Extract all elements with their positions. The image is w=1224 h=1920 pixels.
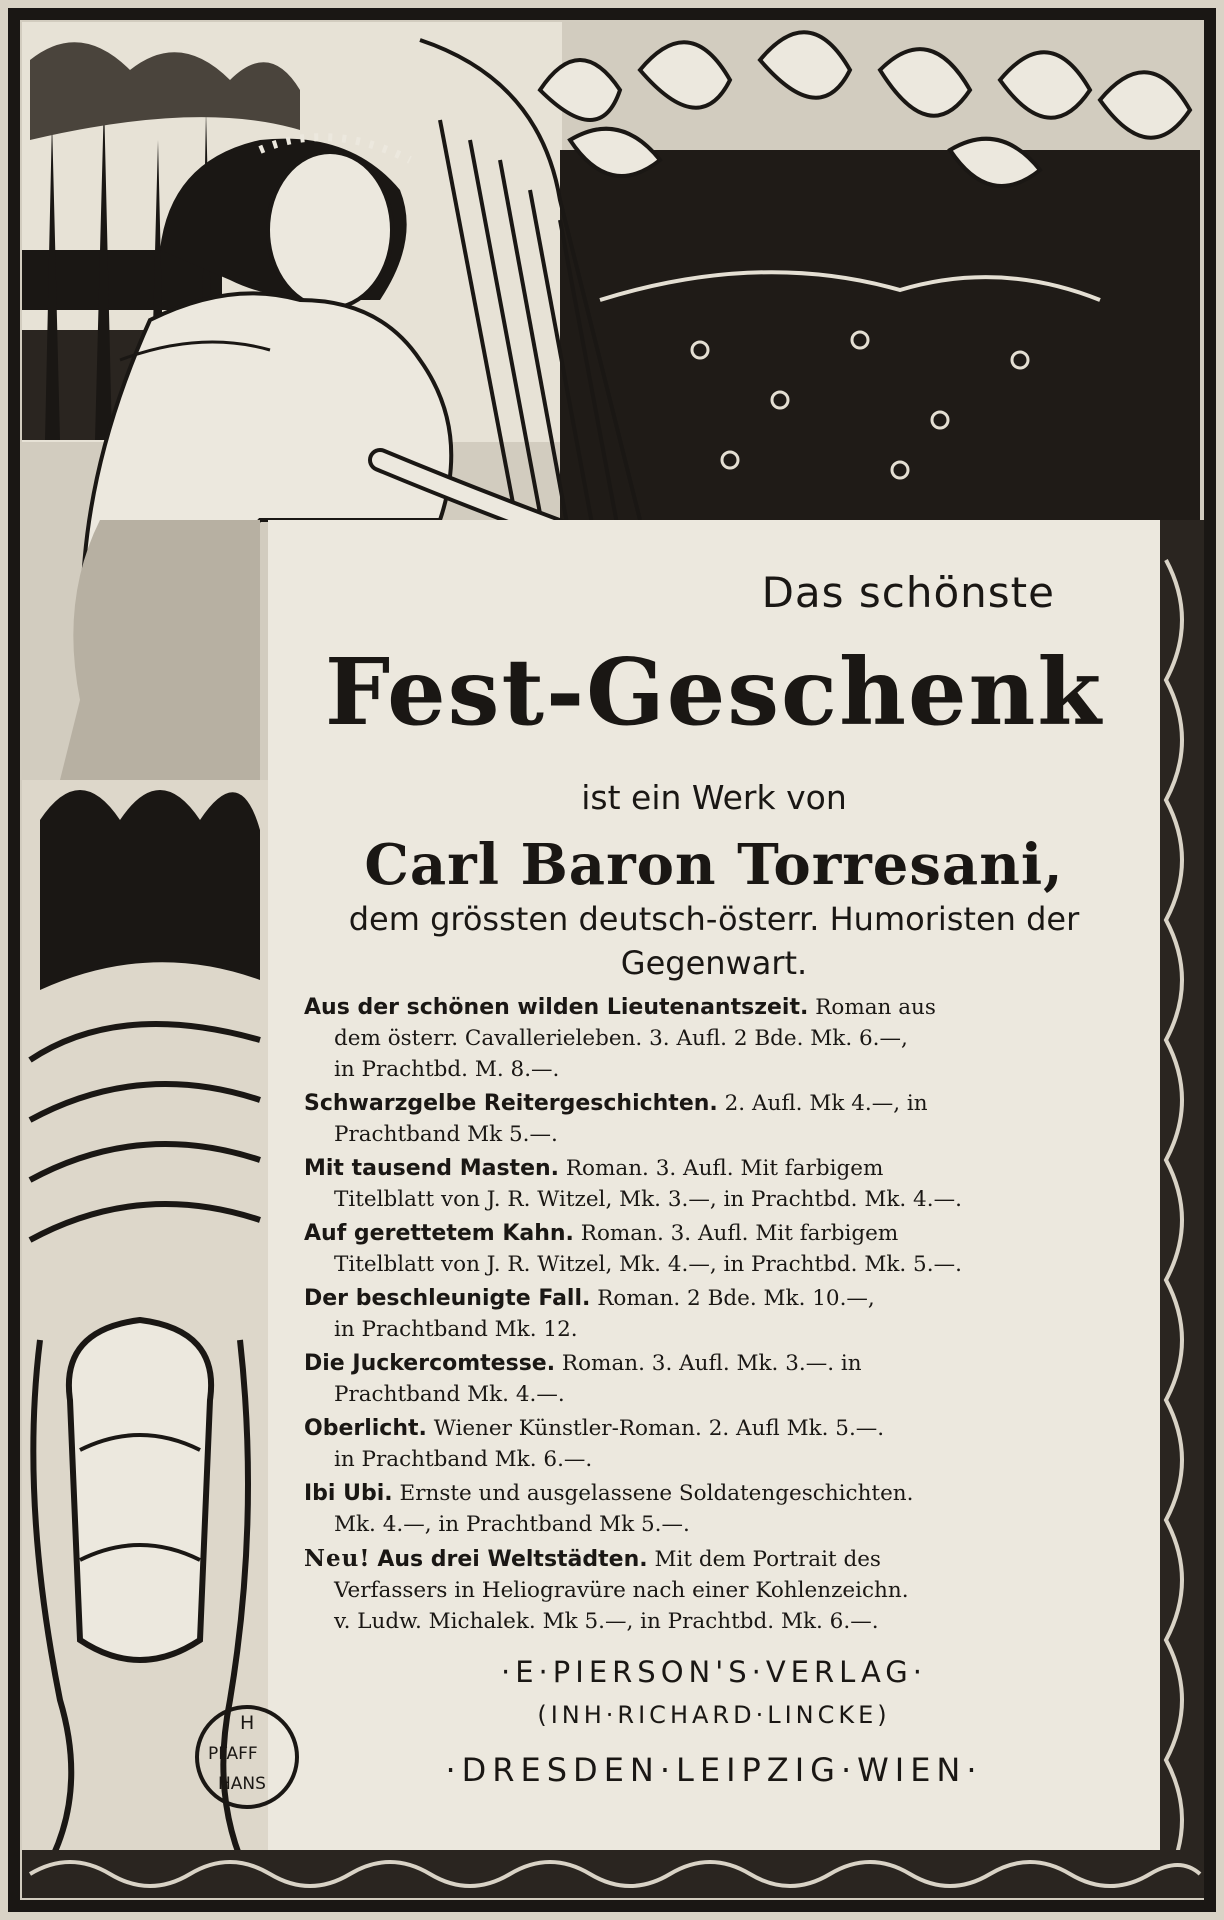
book-detail: Titelblatt von J. R. Witzel, Mk. 3.—, in Prachtbd. Mk. 4.—. xyxy=(334,1187,962,1212)
book-detail: Prachtband Mk 5.—. xyxy=(334,1122,558,1147)
book-detail: Roman. 2 Bde. Mk. 10.—, xyxy=(597,1286,875,1311)
bottom-ornament-band xyxy=(22,1850,1204,1898)
book-detail: Prachtband Mk. 4.—. xyxy=(334,1382,565,1407)
book-title: Aus der schönen wilden Lieutenantszeit. xyxy=(304,995,809,1020)
book-title: Schwarzgelbe Reitergeschichten. xyxy=(304,1091,718,1116)
book-entry xyxy=(304,1088,1144,1150)
text-panel xyxy=(268,520,1160,1850)
publisher-name: ·E·PIERSON'S·VERLAG· xyxy=(501,1655,927,1689)
vase xyxy=(69,1320,211,1660)
book-detail: 2. Aufl. Mk 4.—, in xyxy=(724,1091,928,1116)
new-book-entry xyxy=(304,1543,1144,1637)
title-headline: Fest-Geschenk xyxy=(324,638,1104,746)
book-title: Oberlicht. xyxy=(304,1416,427,1441)
book-entry xyxy=(304,1153,1144,1215)
book-detail: Roman. 3. Aufl. Mk. 3.—. in xyxy=(561,1351,862,1376)
publisher-block xyxy=(268,1655,1160,1789)
book-title: Der beschleunigte Fall. xyxy=(304,1286,591,1311)
book-detail: in Prachtbd. M. 8.—. xyxy=(334,1057,560,1082)
publisher-cities: ·DRESDEN·LEIPZIG·WIEN· xyxy=(445,1751,983,1789)
intro-line: Das schönste xyxy=(761,568,1055,617)
publisher-owner: (INH·RICHARD·LINCKE) xyxy=(537,1701,891,1729)
book-title: Auf gerettetem Kahn. xyxy=(304,1221,574,1246)
book-entry xyxy=(304,1478,1144,1540)
monogram-name: HANS xyxy=(218,1774,266,1794)
book-detail: v. Ludw. Michalek. Mk 5.—, in Prachtbd. Mk. 6.—. xyxy=(334,1609,879,1634)
book-detail: in Prachtband Mk. 6.—. xyxy=(334,1447,593,1472)
book-detail: Roman. 3. Aufl. Mit farbigem xyxy=(565,1156,884,1181)
book-detail: Roman aus xyxy=(815,995,936,1020)
book-detail: Verfassers in Heliogravüre nach einer Kohlenzeichn. xyxy=(334,1578,909,1603)
book-title: Ibi Ubi. xyxy=(304,1481,393,1506)
book-detail: dem österr. Cavallerieleben. 3. Aufl. 2 Bde. Mk. 6.—, xyxy=(334,1026,908,1051)
book-entry xyxy=(304,1218,1144,1280)
book-entry xyxy=(304,1413,1144,1475)
book-entry xyxy=(304,992,1144,1085)
book-title: Aus drei Weltstädten. xyxy=(377,1547,648,1572)
book-detail: Titelblatt von J. R. Witzel, Mk. 4.—, in Prachtbd. Mk. 5.—. xyxy=(334,1252,962,1277)
book-detail: Roman. 3. Aufl. Mit farbigem xyxy=(580,1221,899,1246)
book-detail: Mit dem Portrait des xyxy=(654,1547,881,1572)
new-label: Neu! xyxy=(304,1545,371,1572)
book-detail: in Prachtband Mk. 12. xyxy=(334,1317,578,1342)
author-description-line2: Gegenwart. xyxy=(620,944,808,982)
author-name: Carl Baron Torresani, xyxy=(364,832,1064,898)
work-line: ist ein Werk von xyxy=(581,778,847,817)
book-detail: Mk. 4.—, in Prachtband Mk 5.—. xyxy=(334,1512,690,1537)
book-entry xyxy=(304,1283,1144,1345)
drapery xyxy=(560,150,1200,520)
author-description-line1: dem grössten deutsch-österr. Humoristen der xyxy=(348,900,1080,938)
monogram-letter: H xyxy=(240,1712,255,1734)
book-title: Die Juckercomtesse. xyxy=(304,1351,556,1376)
book-entry xyxy=(304,1348,1144,1410)
book-detail: Ernste und ausgelassene Soldatengeschichten. xyxy=(399,1481,914,1506)
book-detail: Wiener Künstler-Roman. 2. Aufl Mk. 5.—. xyxy=(433,1416,885,1441)
right-ornament-band xyxy=(1160,520,1204,1890)
monogram-name: PFAFF xyxy=(208,1744,258,1764)
artist-monogram xyxy=(188,1698,306,1816)
book-list xyxy=(304,992,1144,1640)
book-title: Mit tausend Masten. xyxy=(304,1156,560,1181)
